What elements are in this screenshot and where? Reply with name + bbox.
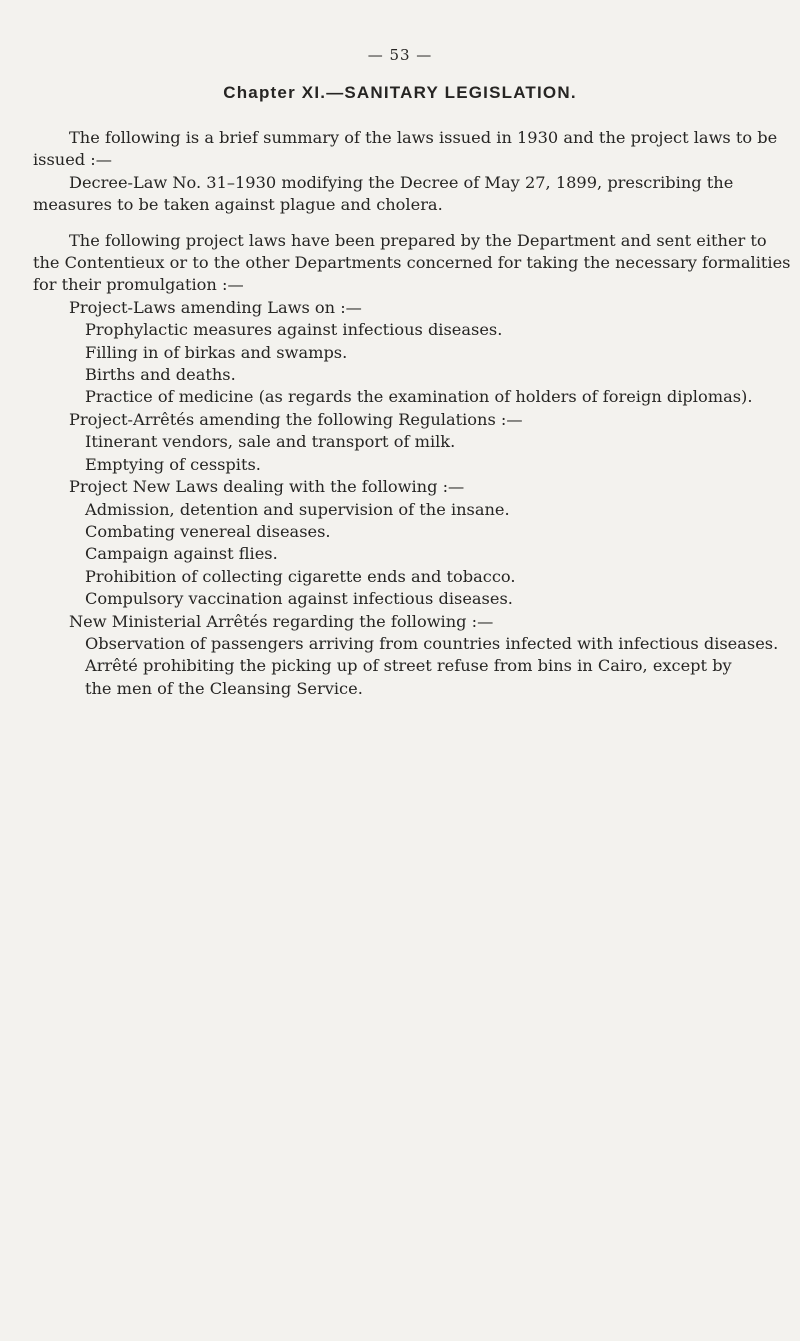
list-item: Prophylactic measures against infectious diseases. [85,320,503,340]
decree-line: measures to be taken against plague and cholera. [33,195,443,215]
list-item: Practice of medicine (as regards the examination of holders of foreign diplomas). [85,387,753,407]
decree-line: Decree-Law No. 31–1930 modifying the Decree of May 27, 1899, prescribing the [69,172,734,192]
list-item: Compulsory vaccination against infectious diseases. [85,589,513,609]
projects-intro-line: The following project laws have been prepared by the Department and sent either to [69,230,767,250]
project-laws-heading: Project-Laws amending Laws on :— [69,297,362,317]
list-item-continuation: the men of the Cleansing Service. [85,678,363,698]
list-item: Itinerant vendors, sale and transport of milk. [85,432,456,452]
projects-intro-line: for their promulgation :— [33,275,244,295]
list-item: Prohibition of collecting cigarette ends and tobacco. [85,566,516,586]
intro-line: issued :— [33,150,112,170]
list-item: Admission, detention and supervision of the insane. [85,499,510,519]
intro-line: The following is a brief summary of the laws issued in 1930 and the project laws to be [69,128,778,147]
page-number: — 53 — [367,46,433,64]
list-item: Filling in of birkas and swamps. [85,342,348,362]
body-text [33,127,791,700]
list-item: Observation of passengers arriving from countries infected with infectious diseases. [85,633,779,653]
list-item: Campaign against flies. [85,544,278,564]
project-arretes-heading: Project-Arrêtés amending the following Regulations :— [69,409,523,429]
list-item: Births and deaths. [85,365,236,385]
projects-intro-line: the Contentieux or to the other Departments concerned for taking the necessary formalities [33,253,791,273]
new-ministerial-heading: New Ministerial Arrêtés regarding the following :— [69,611,494,631]
list-item: Arrêté prohibiting the picking up of street refuse from bins in Cairo, except by [85,656,732,676]
list-item: Combating venereal diseases. [85,521,331,541]
chapter-title: Chapter XI.—SANITARY LEGISLATION. [223,83,577,102]
list-item: Emptying of cesspits. [85,454,261,474]
project-new-laws-heading: Project New Laws dealing with the following :— [69,477,465,497]
